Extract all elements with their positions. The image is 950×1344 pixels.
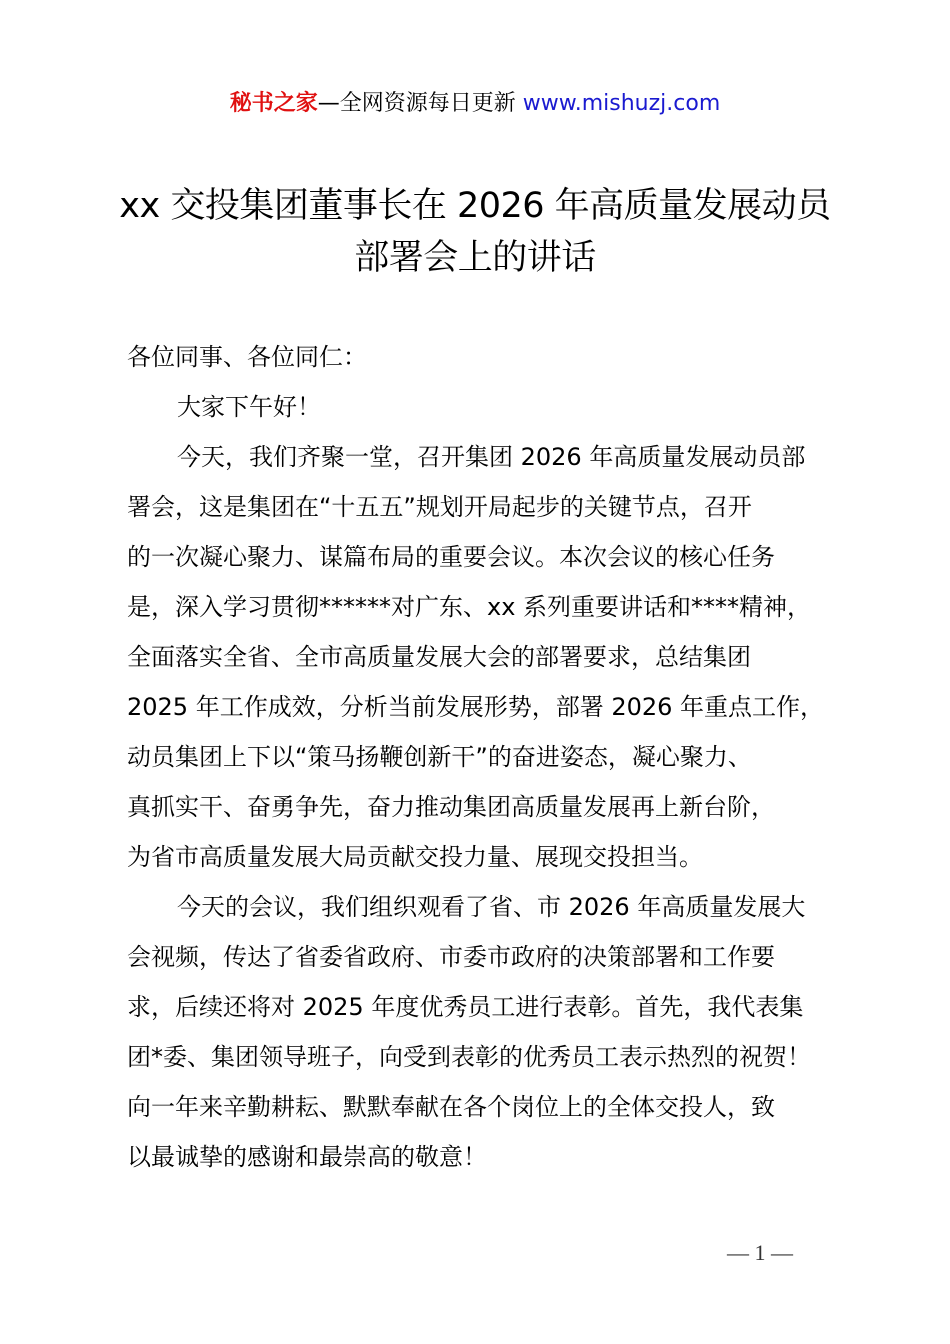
paragraph-line: 全面落实全省、全市高质量发展大会的部署要求，总结集团 (127, 643, 751, 671)
salutation: 各位同事、各位同仁： (127, 343, 367, 371)
document-title (0, 180, 950, 284)
title-line-2: 部署会上的讲话 (354, 238, 596, 278)
banner-slogan: —全网资源每日更新 (317, 91, 516, 116)
paragraph-line: 是，深入学习贯彻******对广东、xx 系列重要讲话和****精神， (127, 593, 812, 621)
site-banner (0, 86, 950, 122)
page-number: — 1 — (727, 1240, 793, 1265)
paragraph-line: 动员集团上下以“策马扬鞭创新干”的奋进姿态，凝心聚力、 (127, 743, 752, 771)
paragraph-line: 今天，我们齐聚一堂，召开集团 2026 年高质量发展动员部 (177, 443, 806, 471)
brand-name: 秘书之家 (229, 91, 318, 116)
paragraph-line: 今天的会议，我们组织观看了省、市 2026 年高质量发展大 (177, 893, 806, 921)
paragraph-line: 以最诚挚的感谢和最崇高的敬意！ (127, 1143, 487, 1171)
document-body (127, 332, 867, 1182)
paragraph-line: 会视频，传达了省委省政府、市委市政府的决策部署和工作要 (127, 943, 775, 971)
paragraph-line: 向一年来辛勤耕耘、默默奉献在各个岗位上的全体交投人，致 (127, 1093, 775, 1121)
paragraph-line: 署会，这是集团在“十五五”规划开局起步的关键节点，召开 (127, 493, 752, 521)
paragraph-line: 真抓实干、奋勇争先，奋力推动集团高质量发展再上新台阶， (127, 793, 775, 821)
banner-url-link[interactable]: www.mishuzj.com (522, 91, 721, 116)
title-line-1: xx 交投集团董事长在 2026 年高质量发展动员 (119, 186, 831, 226)
paragraph-line: 团*委、集团领导班子，向受到表彰的优秀员工表示热烈的祝贺！ (127, 1043, 811, 1071)
paragraph-line: 的一次凝心聚力、谋篇布局的重要会议。本次会议的核心任务 (127, 543, 775, 571)
greeting: 大家下午好！ (177, 393, 321, 421)
paragraph-line: 求，后续还将对 2025 年度优秀员工进行表彰。首先，我代表集 (127, 993, 804, 1021)
paragraph-1 (127, 432, 867, 882)
paragraph-2 (127, 882, 867, 1182)
paragraph-line: 为省市高质量发展大局贡献交投力量、展现交投担当。 (127, 843, 703, 871)
paragraph-line: 2025 年工作成效，分析当前发展形势，部署 2026 年重点工作， (127, 693, 825, 721)
